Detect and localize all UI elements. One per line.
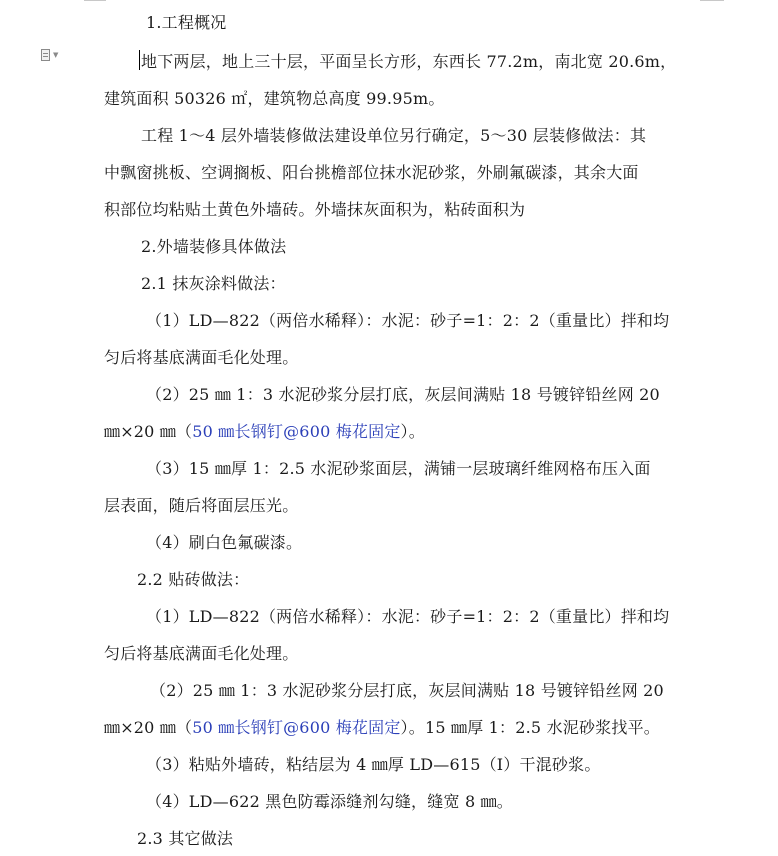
paragraph-line: 层表面，随后将面层压光。 bbox=[104, 496, 299, 515]
paragraph-line: 地下两层，地上三十层，平面呈长方形，东西长 77.2m，南北宽 20.6m， bbox=[141, 52, 677, 71]
text-run: ㎜×20 ㎜（ bbox=[104, 718, 193, 737]
subsection-heading: 2.3 其它做法 bbox=[137, 829, 234, 848]
paragraph-line: （3）粘贴外墙砖，粘结层为 4 ㎜厚 LD—615（I）干混砂浆。 bbox=[146, 755, 601, 774]
paragraph-line: （4）刷白色氟碳漆。 bbox=[146, 533, 303, 552]
document-menu-icon[interactable] bbox=[41, 48, 65, 62]
document-sheet-icon bbox=[41, 49, 50, 61]
section-heading: 1.工程概况 bbox=[146, 13, 227, 32]
paragraph-line: （4）LD—622 黑色防霉添缝剂勾缝，缝宽 8 ㎜。 bbox=[146, 792, 514, 811]
paragraph-line: （2）25 ㎜ 1：3 水泥砂浆分层打底，灰层间满贴 18 号镀锌铅丝网 20 bbox=[150, 681, 664, 700]
highlighted-text-run: 50 ㎜长钢钉@600 梅花固定 bbox=[192, 718, 401, 737]
text-run: ㎜×20 ㎜（ bbox=[104, 422, 193, 441]
section-heading: 2.外墙装修具体做法 bbox=[141, 237, 287, 256]
paragraph-line: （1）LD—822（两倍水稀释）：水泥：砂子=1：2：2（重量比）拌和均 bbox=[146, 311, 670, 330]
paragraph-line bbox=[104, 422, 425, 442]
paragraph-line: 建筑面积 50326 ㎡，建筑物总高度 99.95m。 bbox=[104, 89, 445, 108]
highlighted-text-run: 50 ㎜长钢钉@600 梅花固定 bbox=[192, 422, 401, 441]
paragraph-line: （1）LD—822（两倍水稀释）：水泥：砂子=1：2：2（重量比）拌和均 bbox=[146, 607, 670, 626]
paragraph-line: （2）25 ㎜ 1：3 水泥砂浆分层打底，灰层间满贴 18 号镀锌铅丝网 20 bbox=[146, 385, 660, 404]
paragraph-line: 工程 1～4 层外墙装修做法建设单位另行确定，5～30 层装修做法：其 bbox=[141, 126, 647, 145]
paragraph-line: 匀后将基底满面毛化处理。 bbox=[104, 644, 299, 663]
text-run: ）。 bbox=[400, 422, 425, 441]
margin-corner-mark-right bbox=[700, 0, 724, 1]
paragraph-line bbox=[104, 718, 660, 738]
text-run: ）。15 ㎜厚 1：2.5 水泥砂浆找平。 bbox=[400, 718, 660, 737]
chevron-down-icon: ▼ bbox=[53, 51, 59, 59]
subsection-heading: 2.2 贴砖做法： bbox=[137, 570, 250, 589]
paragraph-line: 匀后将基底满面毛化处理。 bbox=[104, 348, 299, 367]
margin-corner-mark-left bbox=[84, 0, 106, 1]
paragraph-line: 中飘窗挑板、空调搁板、阳台挑檐部位抹水泥砂浆，外刷氟碳漆，其余大面 bbox=[104, 163, 639, 182]
paragraph-line: 积部位均粘贴土黄色外墙砖。外墙抹灰面积为，粘砖面积为 bbox=[104, 200, 526, 219]
text-cursor bbox=[139, 50, 140, 70]
subsection-heading: 2.1 抹灰涂料做法： bbox=[141, 274, 286, 293]
paragraph-line: （3）15 ㎜厚 1：2.5 水泥砂浆面层，满铺一层玻璃纤维网格布压入面 bbox=[146, 459, 651, 478]
